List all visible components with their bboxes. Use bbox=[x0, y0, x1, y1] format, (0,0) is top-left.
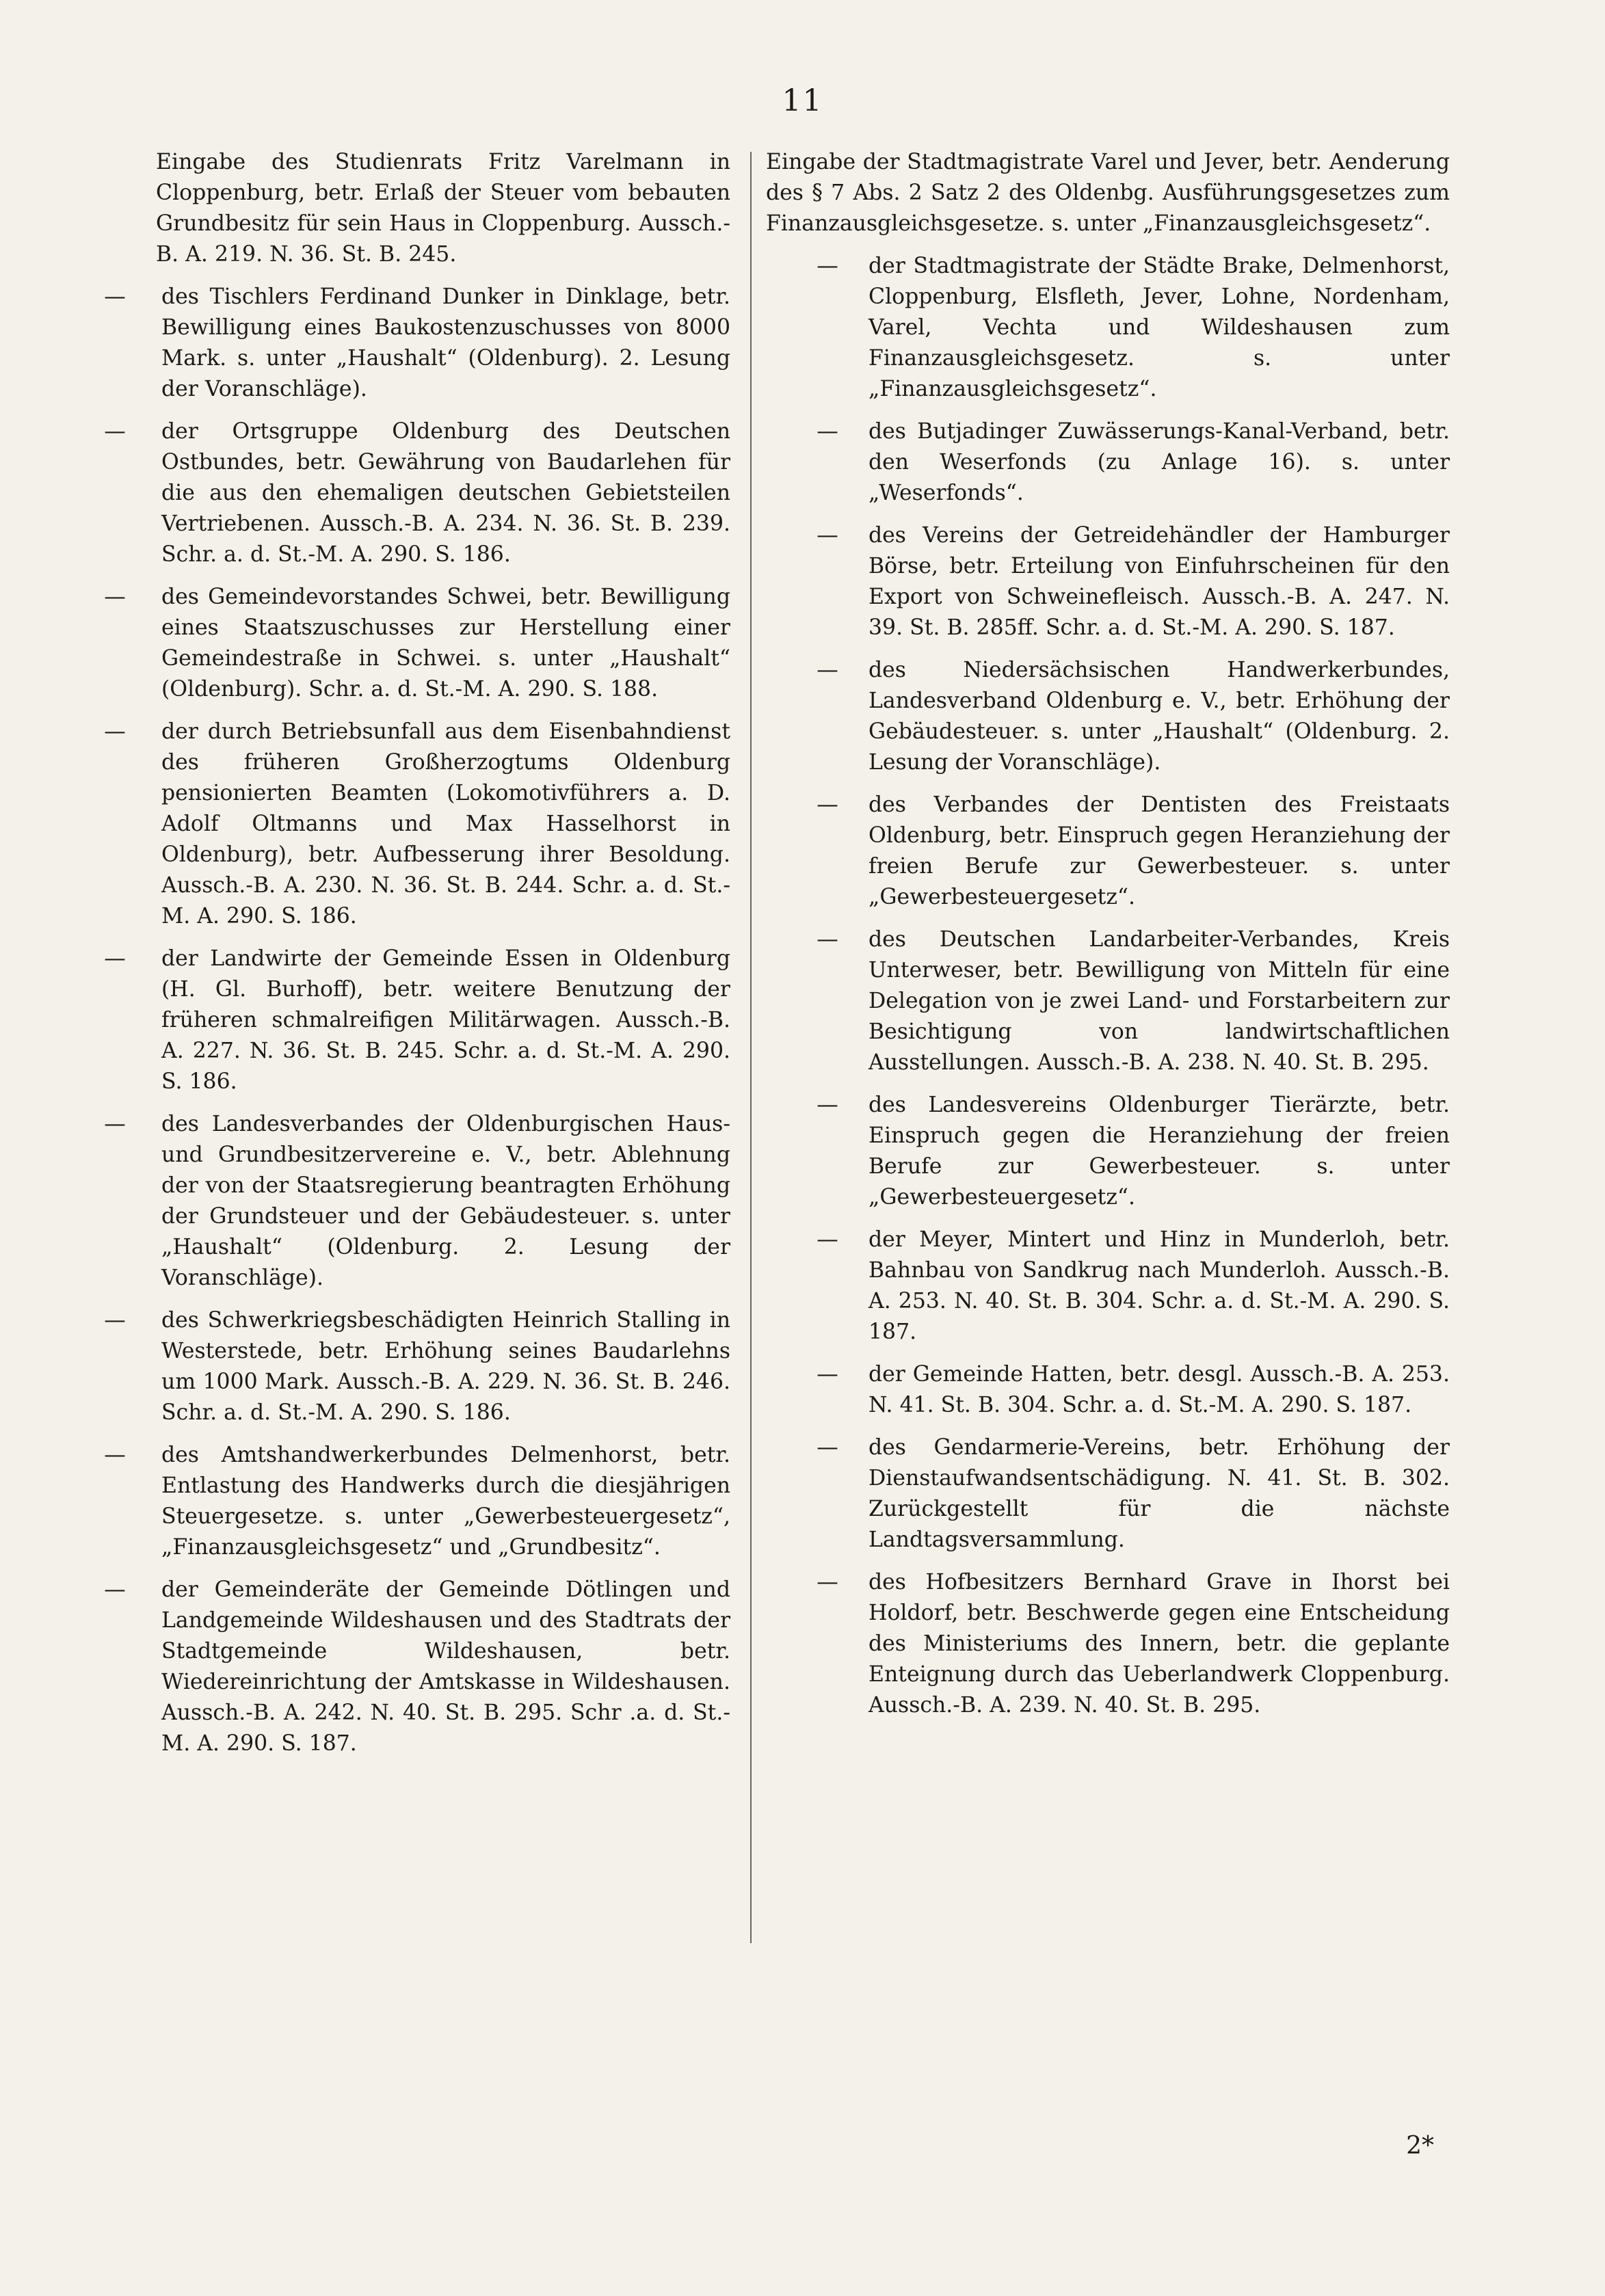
entry-dash: — bbox=[817, 792, 838, 817]
column-divider bbox=[750, 152, 752, 1943]
entry-text: des Verbandes der Dentisten des Freistaats Oldenburg, betr. Einspruch gegen Heranziehung der freien Berufe zur Gewerbesteuer. s. unter „Gewerbesteuergesetz“. bbox=[868, 792, 1450, 909]
entry-text: des Butjadinger Zuwässerungs-Kanal-Verband, betr. den Weserfonds (zu Anlage 16). s. unter „Weserfonds“. bbox=[868, 419, 1450, 505]
entry-dash: — bbox=[817, 523, 838, 548]
entry-text: des Landesverbandes der Oldenburgischen Haus- und Grundbesitzervereine e. V., betr. Ablehnung der von der Staatsregierung beantragten Erhöhung der Grundsteuer und der Gebäudesteuer. s. unter „Haushalt“ (Oldenburg. 2. Lesung der Voranschläge). bbox=[161, 1112, 730, 1290]
entry-text: des Tischlers Ferdinand Dunker in Dinklage, betr. Bewilligung eines Baukostenzuschusses von 8000 Mark. s. unter „Haushalt“ (Oldenburg). 2. Lesung der Voranschläge). bbox=[161, 284, 730, 401]
list-item bbox=[766, 1359, 1450, 1421]
sheet-signature-mark: 2* bbox=[1406, 2132, 1434, 2160]
entry-dash: — bbox=[817, 1570, 838, 1594]
list-item bbox=[766, 790, 1450, 913]
entry-text: der durch Betriebsunfall aus dem Eisenbahndienst des früheren Großherzogtums Oldenburg pensionierten Beamten (Lokomotivführers a. D. Adolf Oltmanns und Max Hasselhorst in Oldenburg), betr. Aufbesserung ihrer Besoldung. Aussch.-B. A. 230. N. 36. St. B. 244. Schr. a. d. St.-M. A. 290. S. 186. bbox=[161, 719, 730, 929]
entry-text: des Gendarmerie-Vereins, betr. Erhöhung der Dienstaufwandsentschädigung. N. 41. St. B. 302. Zurückgestellt für die nächste Landtagsversammlung. bbox=[868, 1435, 1450, 1552]
list-item bbox=[766, 924, 1450, 1078]
entry-dash: — bbox=[817, 1362, 838, 1387]
entry-dash: — bbox=[104, 1577, 126, 1602]
list-item bbox=[766, 520, 1450, 643]
entry-dash: — bbox=[104, 284, 126, 309]
entry-text: der Gemeinde Hatten, betr. desgl. Aussch.-B. A. 253. N. 41. St. B. 304. Schr. a. d. St.-M. A. 290. S. 187. bbox=[868, 1362, 1450, 1417]
entry-text: des Landesvereins Oldenburger Tierärzte, betr. Einspruch gegen die Heranziehung der freien Berufe zur Gewerbesteuer. s. unter „Gewerbesteuergesetz“. bbox=[868, 1093, 1450, 1210]
entry-text: des Vereins der Getreidehändler der Hamburger Börse, betr. Erteilung von Einfuhrscheinen für den Export von Schweinefleisch. Aussch.-B. A. 247. N. 39. St. B. 285ff. Schr. a. d. St.-M. A. 290. S. 187. bbox=[868, 523, 1450, 640]
entry-dash: — bbox=[104, 946, 126, 971]
entry-dash: — bbox=[817, 254, 838, 278]
entry-dash: — bbox=[104, 1112, 126, 1136]
entry-text: der Meyer, Mintert und Hinz in Munderloh, betr. Bahnbau von Sandkrug nach Munderloh. Aussch.-B. A. 253. N. 40. St. B. 304. Schr. a. d. St.-M. A. 290. S. 187. bbox=[868, 1227, 1450, 1344]
left-column bbox=[104, 147, 730, 1771]
entry-text: Eingabe der Stadtmagistrate Varel und Jever, betr. Aenderung des § 7 Abs. 2 Satz 2 des Oldenbg. Ausführungsgesetzes zum Finanzausgleichsgesetze. s. unter „Finanzausgleichsgesetz“. bbox=[766, 150, 1450, 236]
entry-dash: — bbox=[817, 927, 838, 952]
list-item bbox=[104, 582, 730, 705]
entry-dash: — bbox=[104, 719, 126, 744]
list-item bbox=[766, 655, 1450, 778]
entry-dash: — bbox=[104, 1308, 126, 1333]
entry-dash: — bbox=[104, 585, 126, 609]
right-column bbox=[766, 147, 1450, 1733]
entry-dash: — bbox=[817, 658, 838, 682]
entry-text: des Hofbesitzers Bernhard Grave in Ihorst bei Holdorf, betr. Beschwerde gegen eine Entscheidung des Ministeriums des Innern, betr. die geplante Enteignung durch das Ueberlandwerk Cloppenburg. Aussch.-B. A. 239. N. 40. St. B. 295. bbox=[868, 1570, 1450, 1718]
entry-text: der Gemeinderäte der Gemeinde Dötlingen und Landgemeinde Wildeshausen und des Stadtrats der Stadtgemeinde Wildeshausen, betr. Wiedereinrichtung der Amtskasse in Wildeshausen. Aussch.-B. A. 242. N. 40. St. B. 295. Schr .a. d. St.-M. A. 290. S. 187. bbox=[161, 1577, 730, 1756]
list-item bbox=[104, 1575, 730, 1759]
entry-text: der Stadtmagistrate der Städte Brake, Delmenhorst, Cloppenburg, Elsfleth, Jever, Lohne, Nordenham, Varel, Vechta und Wildeshausen zum Finanzausgleichsgesetz. s. unter „Finanzausgleichsgesetz“. bbox=[868, 254, 1450, 401]
list-item bbox=[104, 1440, 730, 1563]
entry-dash: — bbox=[817, 419, 838, 444]
entry-text: des Schwerkriegsbeschädigten Heinrich Stalling in Westerstede, betr. Erhöhung seines Baudarlehns um 1000 Mark. Aussch.-B. A. 229. N. 36. St. B. 246. Schr. a. d. St.-M. A. 290. S. 186. bbox=[161, 1308, 730, 1425]
list-item bbox=[766, 416, 1450, 509]
page-number: 11 bbox=[782, 83, 823, 118]
entry-text: des Amtshandwerkerbundes Delmenhorst, betr. Entlastung des Handwerks durch die diesjährigen Steuergesetze. s. unter „Gewerbesteuergesetz“, „Finanzausgleichsgesetz“ und „Grundbesitz“. bbox=[161, 1443, 730, 1560]
entry-dash: — bbox=[104, 1443, 126, 1467]
entry-text: des Deutschen Landarbeiter-Verbandes, Kreis Unterweser, betr. Bewilligung von Mitteln für eine Delegation von je zwei Land- und Forstarbeitern zur Besichtigung von landwirtschaftlichen Ausstellungen. Aussch.-B. A. 238. N. 40. St. B. 295. bbox=[868, 927, 1450, 1075]
list-item bbox=[766, 1225, 1450, 1348]
entry-text: des Niedersächsischen Handwerkerbundes, Landesverband Oldenburg e. V., betr. Erhöhung der Gebäudesteuer. s. unter „Haushalt“ (Oldenburg. 2. Lesung der Voranschläge). bbox=[868, 658, 1450, 775]
list-item bbox=[766, 1090, 1450, 1213]
entry-dash: — bbox=[817, 1227, 838, 1252]
list-item bbox=[104, 944, 730, 1097]
list-item bbox=[104, 416, 730, 570]
list-item bbox=[104, 717, 730, 932]
entry-text: Eingabe des Studienrats Fritz Varelmann in Cloppenburg, betr. Erlaß der Steuer vom bebauten Grundbesitz für sein Haus in Cloppenburg. Aussch.-B. A. 219. N. 36. St. B. 245. bbox=[156, 150, 730, 267]
list-item bbox=[156, 147, 730, 270]
entry-text: der Landwirte der Gemeinde Essen in Oldenburg (H. Gl. Burhoff), betr. weitere Benutzung der früheren schmalreifigen Militärwagen. Aussch.-B. A. 227. N. 36. St. B. 245. Schr. a. d. St.-M. A. 290. S. 186. bbox=[161, 946, 730, 1094]
list-item bbox=[766, 1432, 1450, 1556]
entry-dash: — bbox=[817, 1093, 838, 1117]
list-item bbox=[104, 1109, 730, 1294]
entry-dash: — bbox=[817, 1435, 838, 1460]
list-item bbox=[766, 147, 1450, 239]
list-item bbox=[104, 282, 730, 405]
entry-text: der Ortsgruppe Oldenburg des Deutschen Ostbundes, betr. Gewährung von Baudarlehen für die aus den ehemaligen deutschen Gebietsteilen Vertriebenen. Aussch.-B. A. 234. N. 36. St. B. 239. Schr. a. d. St.-M. A. 290. S. 186. bbox=[161, 419, 730, 567]
list-item bbox=[766, 251, 1450, 405]
entry-text: des Gemeindevorstandes Schwei, betr. Bewilligung eines Staatszuschusses zur Herstellung einer Gemeindestraße in Schwei. s. unter „Haushalt“ (Oldenburg). Schr. a. d. St.-M. A. 290. S. 188. bbox=[161, 585, 730, 702]
entry-dash: — bbox=[104, 419, 126, 444]
list-item bbox=[104, 1305, 730, 1428]
list-item bbox=[766, 1567, 1450, 1721]
